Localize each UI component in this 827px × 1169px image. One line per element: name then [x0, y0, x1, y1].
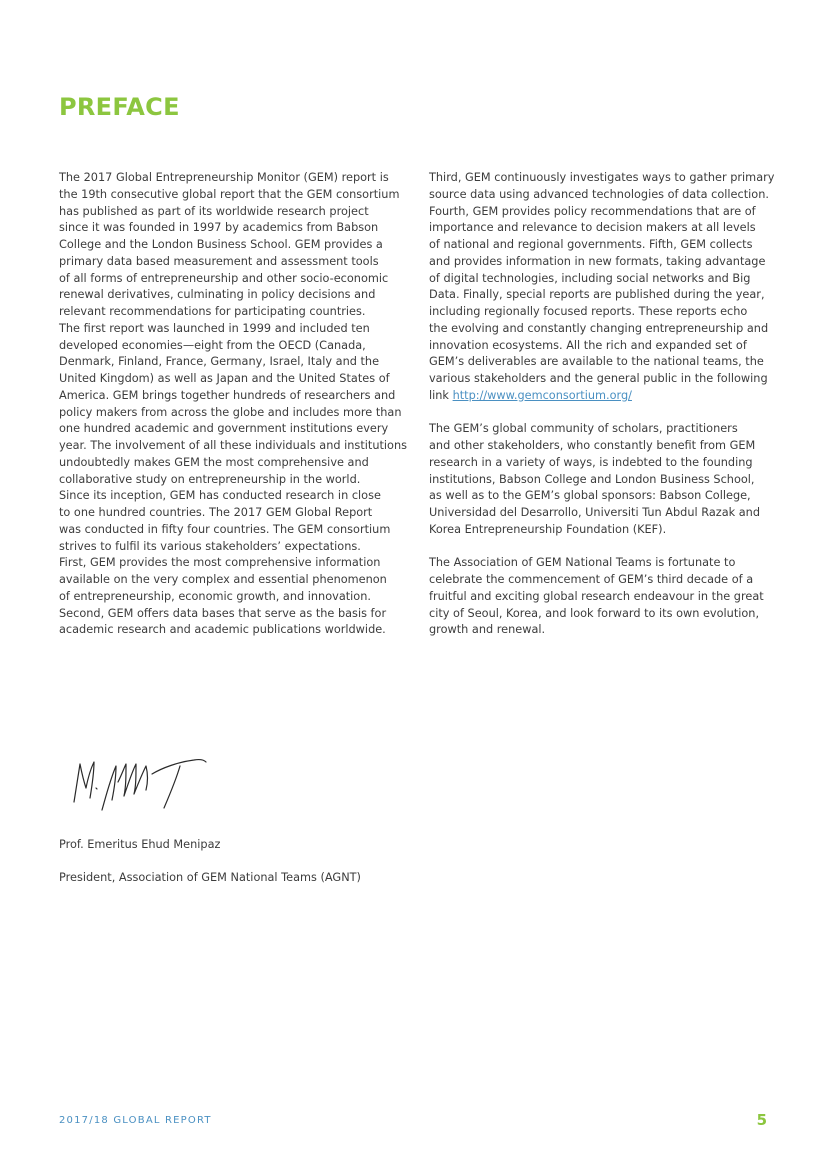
text-line: as well as to the GEM’s global sponsors: Babson College,	[429, 489, 751, 503]
text-line: growth and renewal.	[429, 623, 546, 637]
page-title: PREFACE	[59, 93, 180, 121]
text-line: strives to fulfil its various stakeholders’ expectations.	[59, 539, 361, 553]
footer-report-label: 2017/18 GLOBAL REPORT	[59, 1115, 212, 1126]
link-line	[429, 388, 764, 405]
text-line: of digital technologies, including social networks and Big	[429, 271, 751, 285]
paragraph-gap	[429, 405, 764, 422]
text-line: relevant recommendations for participating countries.	[59, 305, 366, 318]
text-line: institutions, Babson College and London Business School,	[429, 472, 755, 486]
text-line: collaborative study on entrepreneurship in the world.	[59, 472, 361, 486]
text-line: America. GEM brings together hundreds of researchers and	[59, 388, 396, 402]
text-line: The 2017 Global Entrepreneurship Monitor (GEM) report is	[59, 171, 389, 184]
text-line: undoubtedly makes GEM the most comprehensive and	[59, 455, 369, 469]
text-line: The first report was launched in 1999 and included ten	[59, 321, 370, 335]
text-line: available on the very complex and essential phenomenon	[59, 573, 387, 586]
text-line: and provides information in new formats, taking advantage	[429, 254, 766, 268]
text-line: since it was founded in 1997 by academics from Babson	[59, 221, 379, 235]
text-line: Korea Entrepreneurship Foundation (KEF).	[429, 522, 667, 536]
text-line: of national and regional governments. Fifth, GEM collects	[429, 238, 753, 251]
page-number: 5	[756, 1111, 767, 1129]
signatory-name: Prof. Emeritus Ehud Menipaz	[59, 838, 221, 851]
text-line: First, GEM provides the most comprehensive information	[59, 556, 381, 570]
text-line: primary data based measurement and assessment tools	[59, 254, 379, 268]
text-line: was conducted in fifty four countries. The GEM consortium	[59, 522, 391, 536]
text-line: renewal derivatives, culminating in policy decisions and	[59, 288, 376, 302]
text-line: celebrate the commencement of GEM’s third decade of a	[429, 573, 754, 586]
text-line: the evolving and constantly changing entrepreneurship and	[429, 321, 769, 335]
text-line: the 19th consecutive global report that the GEM consortium	[59, 187, 400, 201]
text-line: Second, GEM offers data bases that serve as the basis for	[59, 606, 387, 620]
text-line: Denmark, Finland, France, Germany, Israel, Italy and the	[59, 355, 380, 369]
text-line: Data. Finally, special reports are published during the year,	[429, 288, 765, 302]
text-line: and other stakeholders, who constantly benefit from GEM	[429, 439, 756, 452]
text-line: GEM’s deliverables are available to the national teams, the	[429, 355, 764, 369]
text-line: city of Seoul, Korea, and look forward to its own evolution,	[429, 606, 760, 620]
text-line: source data using advanced technologies of data collection.	[429, 187, 769, 201]
text-line: to one hundred countries. The 2017 GEM Global Report	[59, 506, 373, 519]
text-line: academic research and academic publications worldwide.	[59, 623, 386, 637]
text-line: College and the London Business School. GEM provides a	[59, 238, 383, 251]
gem-consortium-link[interactable]: http://www.gemconsortium.org/	[452, 388, 632, 402]
text-line: Third, GEM continuously investigates ways to gather primary	[429, 171, 775, 184]
text-line: innovation ecosystems. All the rich and expanded set of	[429, 338, 747, 352]
text-line: policy makers from across the globe and includes more than	[59, 405, 402, 419]
text-line: developed economies—eight from the OECD (Canada,	[59, 338, 366, 352]
text-line: fruitful and exciting global research endeavour in the great	[429, 589, 764, 603]
text-line: Fourth, GEM provides policy recommendations that are of	[429, 204, 756, 218]
text-line: one hundred academic and government institutions every	[59, 422, 389, 436]
link-prefix: link	[429, 388, 453, 402]
handwritten-signature	[66, 752, 216, 822]
text-line: of all forms of entrepreneurship and other socio-economic	[59, 271, 389, 285]
text-line: including regionally focused reports. These reports echo	[429, 305, 748, 318]
text-line: The Association of GEM National Teams is fortunate to	[429, 556, 736, 570]
signatory-role: President, Association of GEM National Teams (AGNT)	[59, 871, 361, 884]
text-line: various stakeholders and the general public in the following	[429, 372, 768, 385]
text-line: Since its inception, GEM has conducted research in close	[59, 489, 381, 503]
text-line: has published as part of its worldwide research project	[59, 204, 369, 218]
right-column	[429, 170, 775, 639]
text-line: The GEM’s global community of scholars, practitioners	[429, 422, 738, 436]
text-line: United Kingdom) as well as Japan and the United States of	[59, 372, 390, 385]
left-column	[59, 170, 408, 639]
paragraph-gap	[429, 539, 764, 556]
text-line: of entrepreneurship, economic growth, and innovation.	[59, 589, 371, 603]
text-line: importance and relevance to decision makers at all levels	[429, 221, 756, 235]
text-line: year. The involvement of all these individuals and institutions	[59, 439, 408, 452]
text-line: Universidad del Desarrollo, Universiti Tun Abdul Razak and	[429, 506, 761, 519]
text-line: research in a variety of ways, is indebted to the founding	[429, 455, 753, 469]
